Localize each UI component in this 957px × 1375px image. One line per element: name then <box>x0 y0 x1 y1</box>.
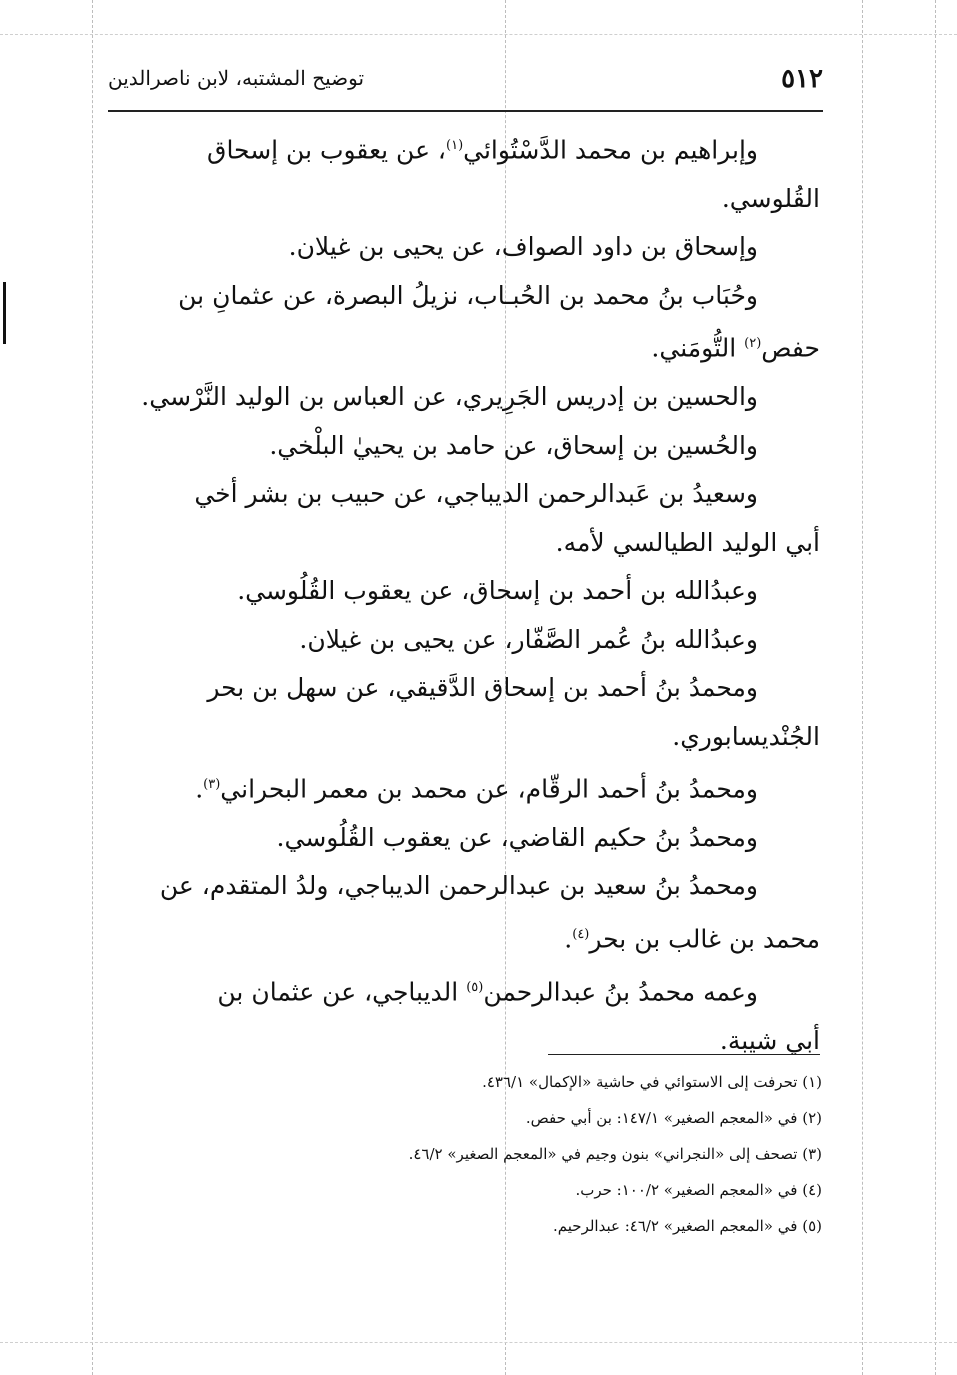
entry-line: وعمه محمدُ بنُ عبدالرحمن$^{(٥)}$ الديباجي، عن عثمان بن <box>217 977 758 1007</box>
footnote-rule <box>548 1054 820 1055</box>
entry-line: أبي شيبة. <box>719 1025 820 1055</box>
scan-guide-line <box>0 34 957 35</box>
entry-line: ومحمدُ بنُ سعيد بن عبدالرحمن الديباجي، ولدُ المتقدم، عن <box>159 871 758 901</box>
entry-line: ومحمدُ بنُ أحمد بن إسحاق الدَّقيقي، عن سهل بن بحر <box>207 673 758 703</box>
entry-line: محمد بن غالب بن بحر$^{(٤)}$. <box>564 924 820 954</box>
footnote-number: (٥) <box>802 1217 822 1235</box>
footnote-number: (١) <box>802 1073 822 1091</box>
footnote <box>250 1136 822 1172</box>
scan-guide-line <box>862 0 863 1375</box>
entry-line: ومحمدُ بنُ أحمد الرقّام، عن محمد بن معمر البحراني$^{(٣)}$. <box>195 774 758 804</box>
footnote-number: (٣) <box>802 1145 822 1163</box>
footnote-number: (٤) <box>802 1181 822 1199</box>
footnote-text: تحرفت إلى الاستوائي في حاشية «الإكمال» ٤٣٦/١. <box>482 1073 798 1091</box>
entry-line: حفص$^{(٢)}$ التُّومَني. <box>651 333 820 363</box>
entry-line: وعبدُالله بنُ عُمر الصَّفّار، عن يحيى بن غيلان. <box>299 624 758 654</box>
entry-line: أبي الوليد الطيالسي لأمه. <box>555 527 820 557</box>
footnote-number: (٢) <box>802 1109 822 1127</box>
footnote-text: في «المعجم الصغير» ٤٦/٢: عبدالرحيم. <box>553 1217 798 1235</box>
scan-edge-mark <box>3 282 6 344</box>
scan-guide-line <box>92 0 93 1375</box>
entry-line: وعبدُالله بن أحمد بن إسحاق، عن يعقوب القُلُوسي. <box>237 576 758 606</box>
header-rule <box>108 110 823 112</box>
entry-line: والحُسين بن إسحاق، عن حامد بن يحييٰ البلْخي. <box>269 430 758 460</box>
footnote <box>250 1100 822 1136</box>
entry-line: وسعيدُ بن عَبدالرحمن الديباجي، عن حبيب بن بشر أخي <box>194 479 758 509</box>
footnote-ref: (٣) <box>203 777 221 793</box>
scan-guide-line <box>935 0 936 1375</box>
scan-guide-line <box>0 1342 957 1343</box>
entry-line: الجُنْديسابوري. <box>672 721 820 751</box>
entry-line: وحُبَاب بنُ محمد بن الحُبـاب، نزيلُ البصرة، عن عثمانِ بن <box>178 280 758 310</box>
entry-line: القُلوسي. <box>721 183 820 213</box>
entry-line: والحسين بن إدريس الجَرِيري، عن العباس بن الوليد النَّرْسي. <box>141 382 758 412</box>
page-number: ٥١٢ <box>781 64 823 94</box>
footnote-ref: (٤) <box>572 926 590 942</box>
running-title: توضيح المشتبه، لابن ناصرالدين <box>108 66 365 90</box>
footnote <box>250 1064 822 1100</box>
footnotes <box>250 1064 822 1244</box>
main-text <box>110 122 820 1065</box>
footnote-ref: (٥) <box>466 979 484 995</box>
footnote-text: في «المعجم الصغير» ١٠٠/٢: حرب. <box>575 1181 798 1199</box>
footnote-ref: (٢) <box>744 336 762 352</box>
entry-line: وإسحاق بن داود الصواف، عن يحيى بن غيلان. <box>288 232 758 262</box>
entry-line: ومحمدُ بنُ حكيم القاضي، عن يعقوب القُلُوسي. <box>276 822 758 852</box>
footnote-text: تصحف إلى «النجراني» بنون وجيم في «المعجم الصغير» ٤٦/٢. <box>408 1145 798 1163</box>
footnote-ref: (١) <box>446 138 464 153</box>
footnote-text: في «المعجم الصغير» ١٤٧/١: بن أبي حفص. <box>525 1109 798 1127</box>
page-header <box>108 64 823 104</box>
footnote <box>250 1172 822 1208</box>
footnote <box>250 1208 822 1244</box>
entry-line: وإبراهيم بن محمد الدَّسْتُوائي$^{(١)}$، عن يعقوب بن إسحاق <box>207 135 758 165</box>
